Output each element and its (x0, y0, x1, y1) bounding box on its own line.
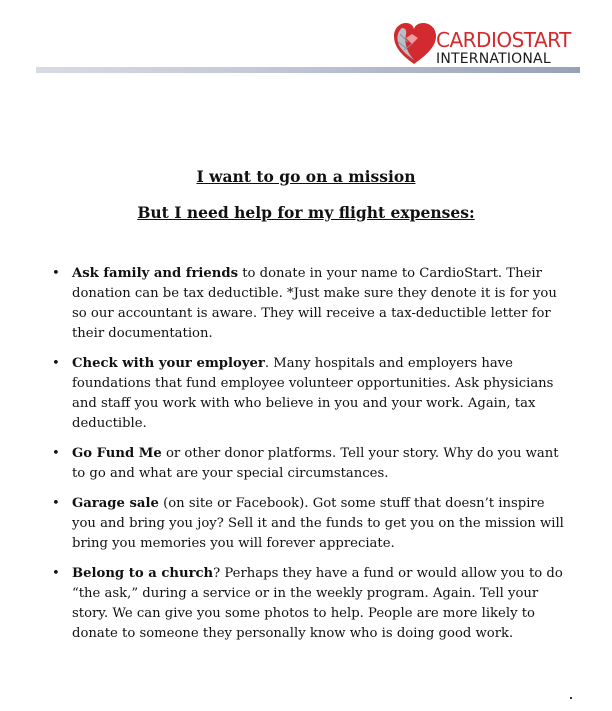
list-item-go-fund-me (52, 444, 572, 484)
list-item-family-friends (52, 264, 572, 344)
bullet-heading: Go Fund Me (72, 446, 162, 461)
list-item-employer (52, 354, 572, 434)
bullet-heading: Belong to a church (72, 566, 214, 581)
bullet-heading: Check with your employer (72, 356, 265, 371)
page-subtitle: But I need help for my flight expenses: (137, 203, 475, 222)
page-title: I want to go on a mission (196, 167, 416, 186)
bullet-text: . Many hospitals and employers have foundations that fund employee volunteer opportunities. Ask physicians and staff you work with who believe in you and your work. Again, tax deductible. (72, 356, 554, 431)
heart-globe-icon (392, 20, 438, 68)
logo-name: CARDIOSTART (436, 28, 571, 52)
bullet-text: or other donor platforms. Tell your story. Why do you want to go and what are your special circumstances. (72, 446, 559, 481)
bullet-heading: Garage sale (72, 496, 159, 511)
bullet-heading: Ask family and friends (72, 266, 239, 281)
bullet-text: (on site or Facebook). Got some stuff that doesn’t inspire you and bring you joy? Sell it and the funds to get you on the mission will bring you memories you will forever appreciate. (72, 496, 564, 551)
logo-subtitle: INTERNATIONAL (436, 51, 551, 67)
header-divider-bar (36, 67, 580, 73)
fundraising-tips-list (52, 264, 572, 654)
bullet-text: ? Perhaps they have a fund or would allow you to do “the ask,” during a service or in the weekly program. Again. Tell your story. We can give you some photos to help. People are more likely to donate to someone they personally know who is doing good work. (72, 566, 563, 641)
bullet-text: to donate in your name to CardioStart. Their donation can be tax deductible. *Just make sure they denote it is for you so our accountant is aware. They will receive a tax-deductible letter for their documentation. (72, 266, 557, 341)
cardiostart-logo (392, 20, 582, 68)
list-item-church (52, 564, 572, 644)
list-item-garage-sale (52, 494, 572, 554)
page-mark (570, 697, 572, 699)
